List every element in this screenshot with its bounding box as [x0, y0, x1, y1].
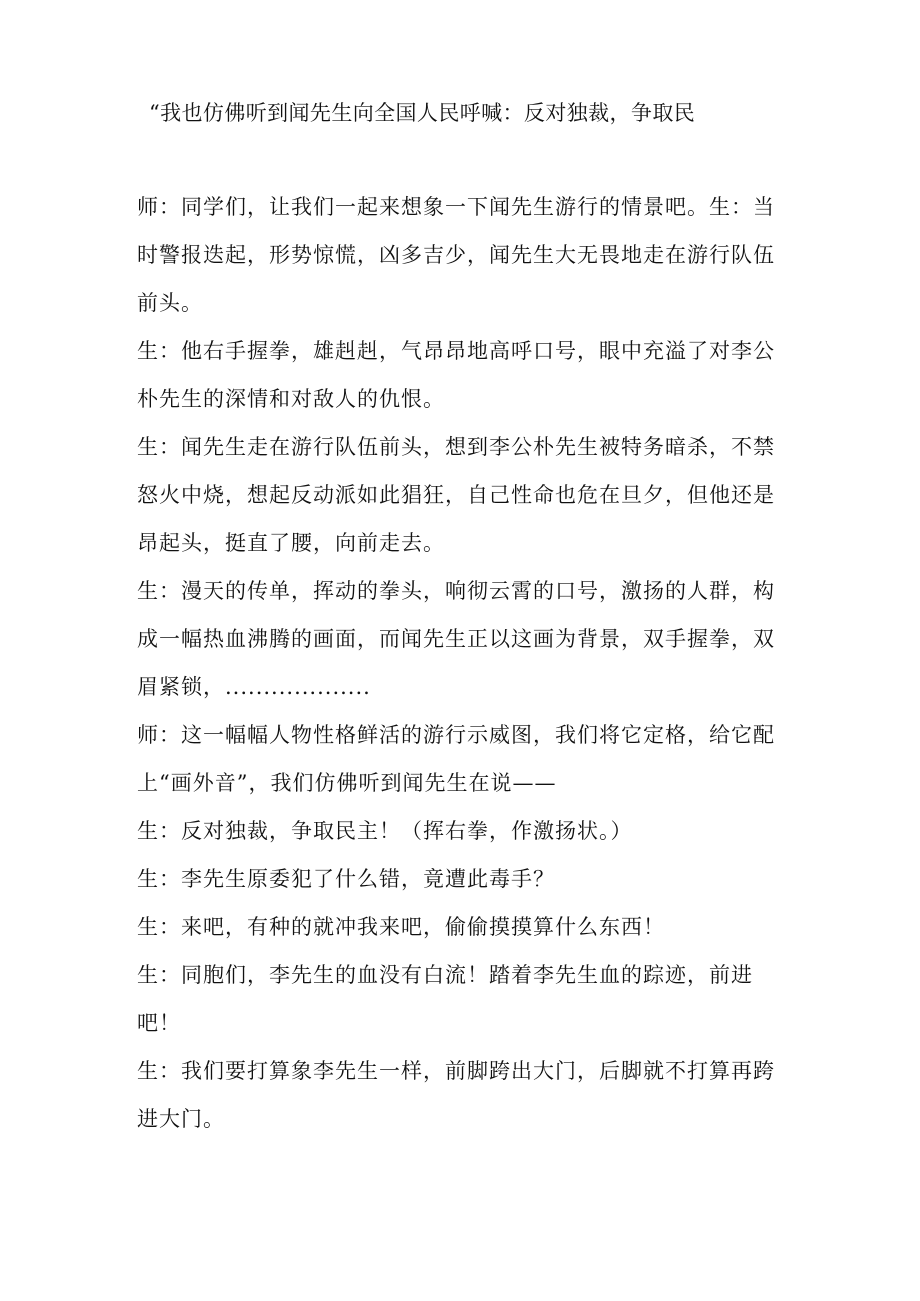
text-line: 成一幅热血沸腾的画面，而闻先生正以这画为背景，双手握拳，双	[137, 627, 775, 651]
text-line: 时警报迭起，形势惊慌，凶多吉少，闻先生大无畏地走在游行队伍	[137, 243, 775, 267]
text-line: 生：漫天的传单，挥动的拳头，响彻云霄的口号，激扬的人群，构	[137, 579, 775, 603]
text-line: 师：这一幅幅人物性格鲜活的游行示威图，我们将它定格，给它配	[137, 723, 775, 747]
text-line: 生：李先生原委犯了什么错，竟遭此毒手？	[137, 867, 555, 891]
text-line: 生：来吧，有种的就冲我来吧，偷偷摸摸算什么东西！	[137, 915, 665, 939]
text-line: 生：闻先生走在游行队伍前头，想到李公朴先生被特务暗杀，不禁	[137, 435, 775, 459]
text-line: 眉紧锁，...................	[137, 675, 371, 699]
text-line: 上“画外音”，我们仿佛听到闻先生在说——	[137, 771, 557, 795]
text-line: 吧！	[137, 1011, 181, 1035]
text-line: 生：他右手握拳，雄赳赳，气昂昂地高呼口号，眼中充溢了对李公	[137, 339, 775, 363]
text-line: 前头。	[137, 291, 203, 315]
text-line: 朴先生的深情和对敌人的仇恨。	[137, 387, 445, 411]
text-line: “我也仿佛听到闻先生向全国人民呼喊：反对独裁，争取民	[149, 101, 696, 125]
text-line: 进大门。	[137, 1107, 225, 1131]
text-line: 生：同胞们，李先生的血没有白流！踏着李先生血的踪迹，前进	[137, 963, 753, 987]
text-line: 怒火中烧，想起反动派如此猖狂，自己性命也危在旦夕，但他还是	[137, 483, 775, 507]
text-line: 生：反对独裁，争取民主！（挥右拳，作激扬状。）	[137, 819, 633, 843]
text-line: 昂起头，挺直了腰，向前走去。	[137, 531, 445, 555]
text-line: 师：同学们，让我们一起来想象一下闻先生游行的情景吧。生：当	[137, 195, 775, 219]
text-line: 生：我们要打算象李先生一样，前脚跨出大门，后脚就不打算再跨	[137, 1059, 775, 1083]
